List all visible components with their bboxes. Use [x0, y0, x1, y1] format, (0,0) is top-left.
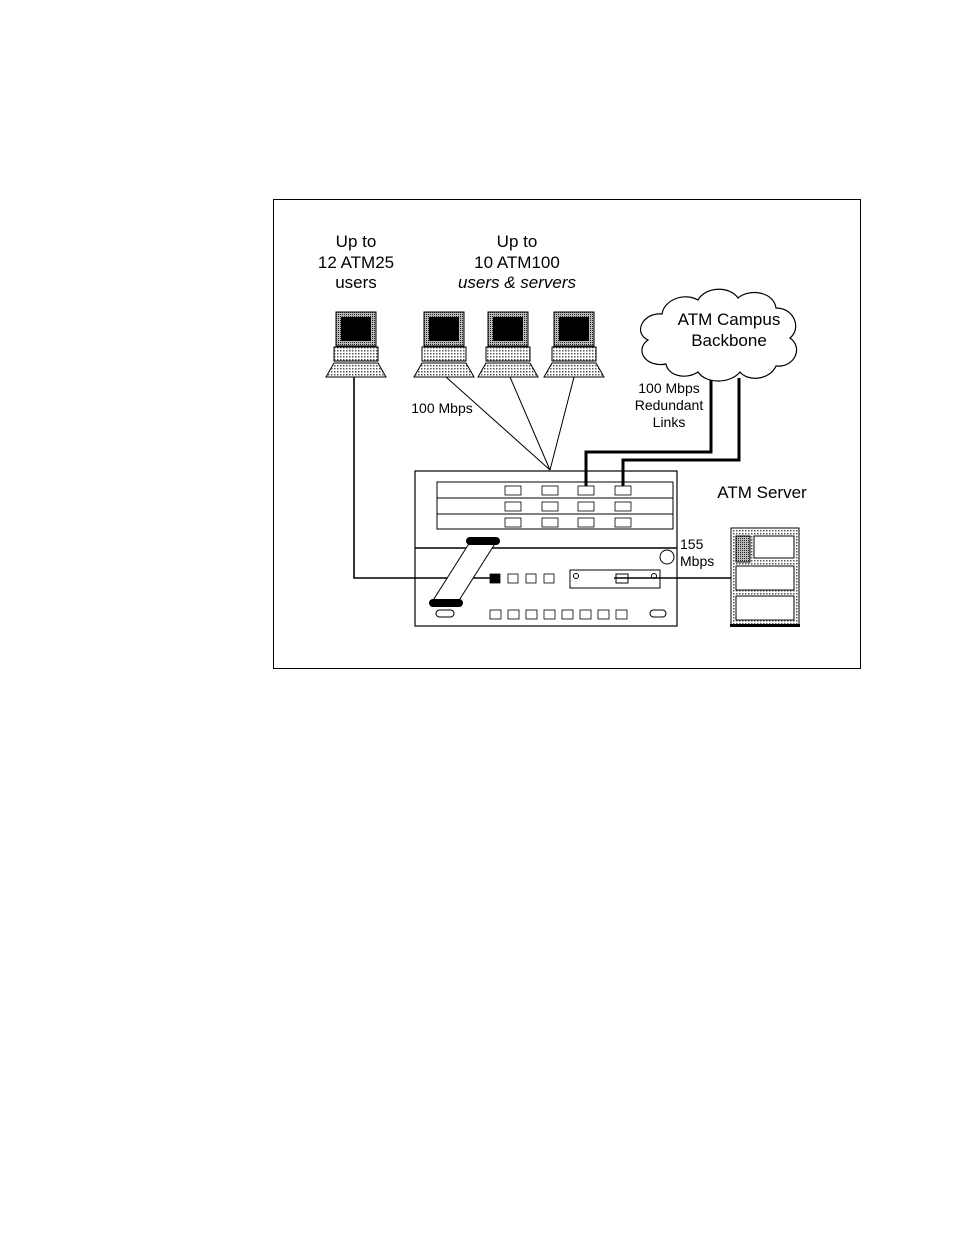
bottom-ports — [490, 610, 627, 619]
atm-server-icon — [730, 528, 800, 627]
atm-server-label: ATM Server — [717, 483, 807, 502]
link-100mbps-label: 100 Mbps — [411, 400, 473, 416]
server-155-label: 155 Mbps — [680, 536, 715, 570]
campus-backbone-label: ATM Campus Backbone — [677, 310, 781, 350]
atm100-users-label: Up to 10 ATM100 users & servers — [457, 232, 577, 293]
switch-module-ports — [505, 486, 631, 527]
atm25-ports — [490, 574, 554, 583]
atm100-computer-icon-1 — [414, 312, 474, 377]
network-diagram — [273, 199, 861, 669]
atm100-links — [446, 377, 574, 470]
redundant-links-label: 100 Mbps Redundant Links — [634, 380, 704, 431]
atm25-users-label: Up to 12 ATM25 users — [317, 232, 395, 293]
atm25-computer-icon — [326, 312, 386, 377]
atm100-computer-icon-3 — [544, 312, 604, 377]
atm100-computer-icon-2 — [478, 312, 538, 377]
